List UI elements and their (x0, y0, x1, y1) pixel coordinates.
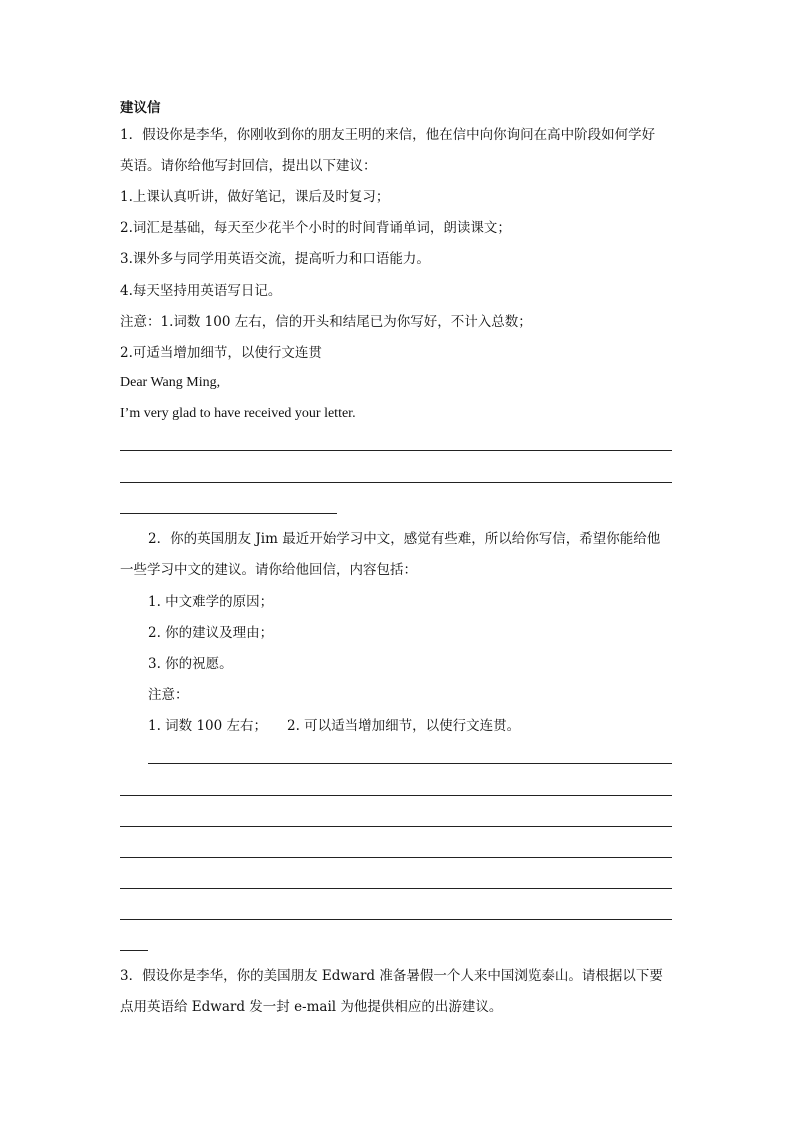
answer-line (120, 450, 672, 451)
q3-prompt-line-2: 点用英语给 Edward 发一封 e-mail 为他提供相应的出游建议。 (120, 999, 503, 1015)
q1-point-1: 1.上课认真听讲，做好笔记，课后及时复习； (120, 189, 390, 205)
q2-prompt-line-2: 一些学习中文的建议。请你给他回信，内容包括： (120, 562, 417, 578)
q2-point-3: 3. 你的祝愿。 (148, 656, 233, 672)
q2-point-1: 1. 中文难学的原因； (148, 594, 274, 610)
answer-line (120, 826, 672, 827)
answer-line (120, 888, 672, 889)
answer-line (120, 950, 148, 951)
answer-line (120, 857, 672, 858)
q1-note-1: 注意：1.词数 100 左右，信的开头和结尾已为你写好，不计入总数； (120, 314, 532, 330)
section-title: 建议信 (120, 100, 161, 116)
q2-requirement-1: 1. 词数 100 左右； (148, 718, 268, 734)
q1-note-2: 2.可适当增加细节，以使行文连贯 (120, 345, 322, 361)
letter-salutation: Dear Wang Ming, (120, 375, 221, 390)
q1-point-4: 4.每天坚持用英语写日记。 (120, 283, 282, 299)
q1-point-3: 3.课外多与同学用英语交流，提高听力和口语能力。 (120, 251, 430, 267)
answer-line (120, 795, 672, 796)
q2-prompt-line-1: 2．你的英国朋友 Jim 最近开始学习中文，感觉有些难，所以给你写信，希望你能给他 (148, 531, 661, 547)
q1-point-2: 2.词汇是基础，每天至少花半个小时的时间背诵单词，朗读课文； (120, 220, 511, 236)
q2-note-label: 注意： (148, 687, 189, 703)
q1-prompt-line-1: 1．假设你是李华，你刚收到你的朋友王明的来信，他在信中向你询问在高中阶段如何学好 (120, 127, 656, 143)
answer-line (120, 513, 337, 514)
answer-line (148, 763, 672, 764)
q3-prompt-line-1: 3．假设你是李华，你的美国朋友 Edward 准备暑假一个人来中国浏览泰山。请根据以下要 (120, 968, 663, 984)
q2-point-2: 2. 你的建议及理由； (148, 625, 274, 641)
answer-line (120, 482, 672, 483)
q2-requirement-2: 2. 可以适当增加细节，以使行文连贯。 (287, 718, 521, 734)
q1-prompt-line-2: 英语。请你给他写封回信，提出以下建议： (120, 158, 377, 174)
answer-line (120, 919, 672, 920)
letter-opening: I’m very glad to have received your letter. (120, 406, 356, 421)
